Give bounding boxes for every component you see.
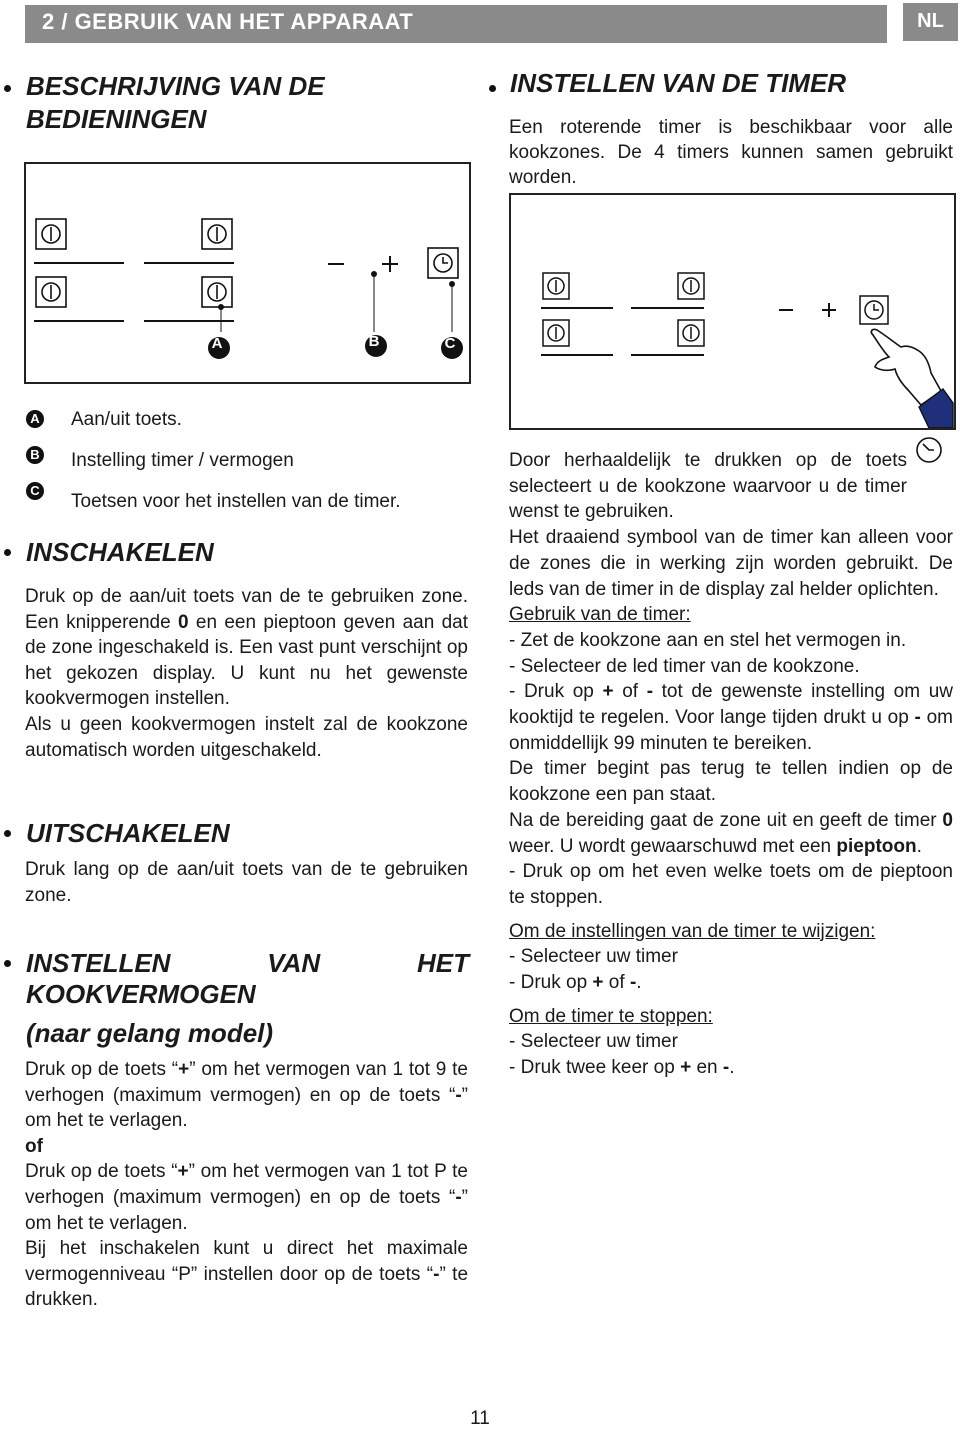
- diagram-label-c: C: [444, 335, 456, 352]
- heading-kookvermogen: INSTELLEN VAN HET: [26, 948, 469, 978]
- subheading-model: (naar gelang model): [26, 1018, 274, 1048]
- heading-kookvermogen-line2: KOOKVERMOGEN: [26, 979, 256, 1009]
- bullet: [4, 549, 11, 556]
- control-panel-diagram: [24, 162, 471, 384]
- heading-bedieningen: BESCHRIJVING VAN DE BEDIENINGEN: [26, 71, 325, 134]
- bullet: [4, 830, 11, 837]
- legend-key-c: C: [26, 482, 44, 500]
- heading-timer: INSTELLEN VAN DE TIMER: [510, 68, 847, 98]
- inschakelen-text: Druk op de aan/uit toets van de te gebruiken zone. Een knipperende 0 en een pieptoon geven aan dat de zone ingeschakeld is. Een vast punt verschijnt op het gekozen display. U kunt nu het gewenste kookvermogen instellen. Als u geen kookvermogen instelt zal de kookzone automatisch worden uitgeschakeld.: [25, 586, 468, 761]
- bullet: [489, 85, 496, 92]
- page-number: 11: [470, 1408, 490, 1429]
- kookvermogen-text: Druk op de toets “+” om het vermogen van 1 tot 9 te verhogen (maximum vermogen) en op de toets “-” om het te verlagen. of Druk op de toets “+” om het vermogen van 1 tot P te verhogen (maximum vermogen) en op de toets “-” om het te verlagen. Bij het inschakelen kunt u direct het maximale vermogenniveau “P” instellen door op de toets “-” te drukken.: [25, 1059, 469, 1311]
- legend-text-a: Aan/uit toets.: [71, 409, 182, 430]
- language-tab: NL: [903, 3, 958, 41]
- timer-diagram: [509, 193, 956, 430]
- legend-key-a: A: [26, 410, 44, 428]
- timer-panel-drawing: [511, 195, 954, 428]
- control-panel-drawing: [26, 164, 469, 382]
- uitschakelen-text: Druk lang op de aan/uit toets van de te gebruiken zone.: [25, 859, 468, 906]
- diagram-label-b: B: [368, 333, 380, 350]
- legend-key-b: B: [26, 446, 44, 464]
- heading-inschakelen: INSCHAKELEN: [26, 537, 214, 567]
- bullet: [4, 85, 11, 92]
- section-title: 2 / GEBRUIK VAN HET APPARAAT: [42, 9, 414, 34]
- pointing-hand-icon: [871, 329, 953, 428]
- legend-text-c: Toetsen voor het instellen van de timer.: [71, 491, 401, 512]
- bullet: [4, 960, 11, 967]
- timer-icon: [912, 434, 946, 466]
- heading-uitschakelen: UITSCHAKELEN: [26, 818, 230, 848]
- timer-intro: Een roterende timer is beschikbaar voor alle kookzones. De 4 timers kunnen samen gebruikt worden.: [509, 117, 953, 188]
- legend-text-b: Instelling timer / vermogen: [71, 450, 294, 471]
- timer-text: Door herhaaldelijk te drukken op de toets selecteert u de kookzone waarvoor u de timer wenst te gebruiken. Het draaiend symbool van de timer kan alleen voor de zones die in werking zijn worden gebruikt. De leds van de timer in de display zal helder oplichten. Gebruik van de timer: - Zet de kookzone aan en stel het vermogen in. - Selecteer de led timer van de kookzone. - Druk op + of - tot de gewenste instelling om uw kooktijd te regelen. Voor lange tijden drukt u op - om onmiddellijk 99 minuten te bereiken. De timer begint pas terug te tellen indien op de kookzone een pan staat. Na de bereiding gaat de zone uit en geeft de timer 0 weer. U wordt gewaarschuwd met een pieptoon. - Druk op om het even welke toets om de pieptoon te stoppen. Om de instellingen van de timer te wijzigen: - Selecteer uw timer - Druk op + of -. Om de timer te stoppen: - Selecteer uw timer - Druk twee keer op + en -.: [509, 450, 953, 1079]
- diagram-label-a: A: [211, 335, 223, 352]
